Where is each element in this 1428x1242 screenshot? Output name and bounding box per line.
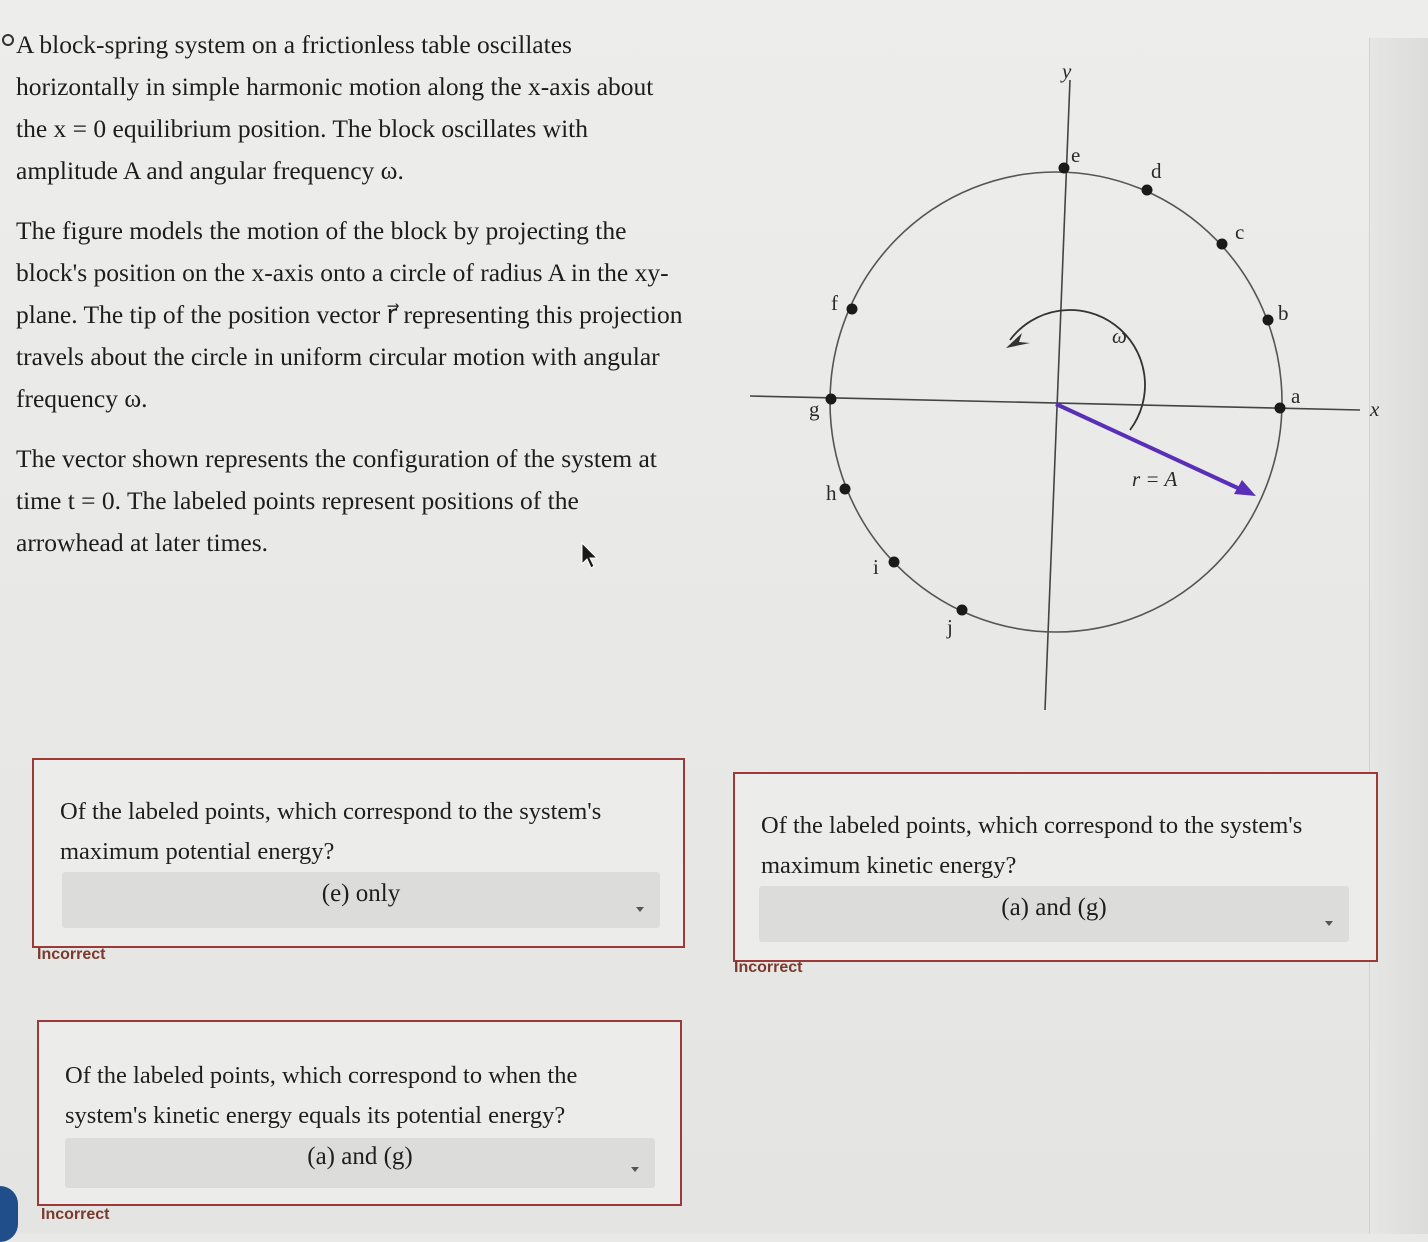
vector-label: r = A	[1132, 467, 1178, 491]
question-2-box	[733, 772, 1378, 962]
point-d	[1142, 185, 1153, 196]
bullet-icon	[2, 34, 14, 46]
point-g	[826, 394, 837, 405]
point-j	[957, 605, 968, 616]
intro-paragraph-1: A block-spring system on a frictionless table oscillates horizontally in simple harmonic motion along the x-axis about the x = 0 equilibrium position. The block oscillates with amplitude A and angular frequency ω.	[16, 30, 654, 185]
point-c-label: c	[1235, 220, 1245, 244]
y-axis-label: y	[1062, 59, 1072, 83]
point-a-label: a	[1291, 384, 1301, 408]
point-e-label: e	[1071, 143, 1081, 167]
labeled-points	[809, 143, 1301, 639]
question-2-selected-value: (a) and (g)	[1001, 894, 1107, 921]
reference-circle-figure	[740, 50, 1400, 730]
question-3-selected-value: (a) and (g)	[307, 1143, 413, 1170]
dropdown-caret-icon	[1325, 921, 1333, 926]
question-1-status: Incorrect	[37, 946, 106, 963]
question-2-text: Of the labeled points, which correspond to the system's maximum kinetic energy?	[761, 812, 1303, 879]
dropdown-caret-icon	[636, 907, 644, 912]
point-c	[1217, 239, 1228, 250]
question-3-answer-select[interactable]	[65, 1138, 655, 1188]
point-h-label: h	[826, 481, 837, 505]
mouse-cursor-icon	[580, 542, 600, 570]
question-3-status: Incorrect	[41, 1206, 110, 1223]
omega-label: ω	[1112, 324, 1127, 348]
dropdown-caret-icon	[631, 1167, 639, 1172]
point-b	[1263, 315, 1274, 326]
question-3-box	[37, 1020, 682, 1206]
x-axis-label: x	[1370, 397, 1380, 421]
point-f-label: f	[831, 291, 838, 315]
question-2-answer-select[interactable]	[759, 886, 1349, 942]
omega-arrow-icon	[1006, 333, 1030, 348]
point-f	[847, 304, 858, 315]
point-j-label: j	[947, 615, 953, 639]
question-1-selected-value: (e) only	[321, 880, 401, 907]
question-1-text: Of the labeled points, which correspond to the system's maximum potential energy?	[60, 798, 602, 865]
question-1-answer-select[interactable]	[62, 872, 660, 928]
intro-paragraph-3: The vector shown represents the configuration of the system at time t = 0. The labeled points represent positions of the arrowhead at later times.	[16, 444, 657, 557]
point-d-label: d	[1151, 159, 1162, 183]
figure-svg	[740, 50, 1400, 730]
point-i-label: i	[873, 555, 879, 579]
point-i	[889, 557, 900, 568]
point-a	[1275, 403, 1286, 414]
problem-statement	[16, 24, 686, 582]
point-g-label: g	[809, 397, 820, 421]
y-axis	[1045, 80, 1070, 710]
question-2-status: Incorrect	[734, 959, 803, 976]
x-axis	[750, 396, 1360, 410]
point-b-label: b	[1278, 301, 1289, 325]
point-h	[840, 484, 851, 495]
question-1-box	[32, 758, 685, 948]
intro-paragraph-2: The figure models the motion of the block by projecting the block's position on the x-axis onto a circle of radius A in the xy-plane. The tip of the position vector r⃗ representing this projection travels about the circle in uniform circular motion with angular frequency ω.	[16, 216, 683, 413]
question-3-text: Of the labeled points, which correspond to when the system's kinetic energy equals its potential energy?	[65, 1062, 578, 1129]
point-e	[1059, 163, 1070, 174]
